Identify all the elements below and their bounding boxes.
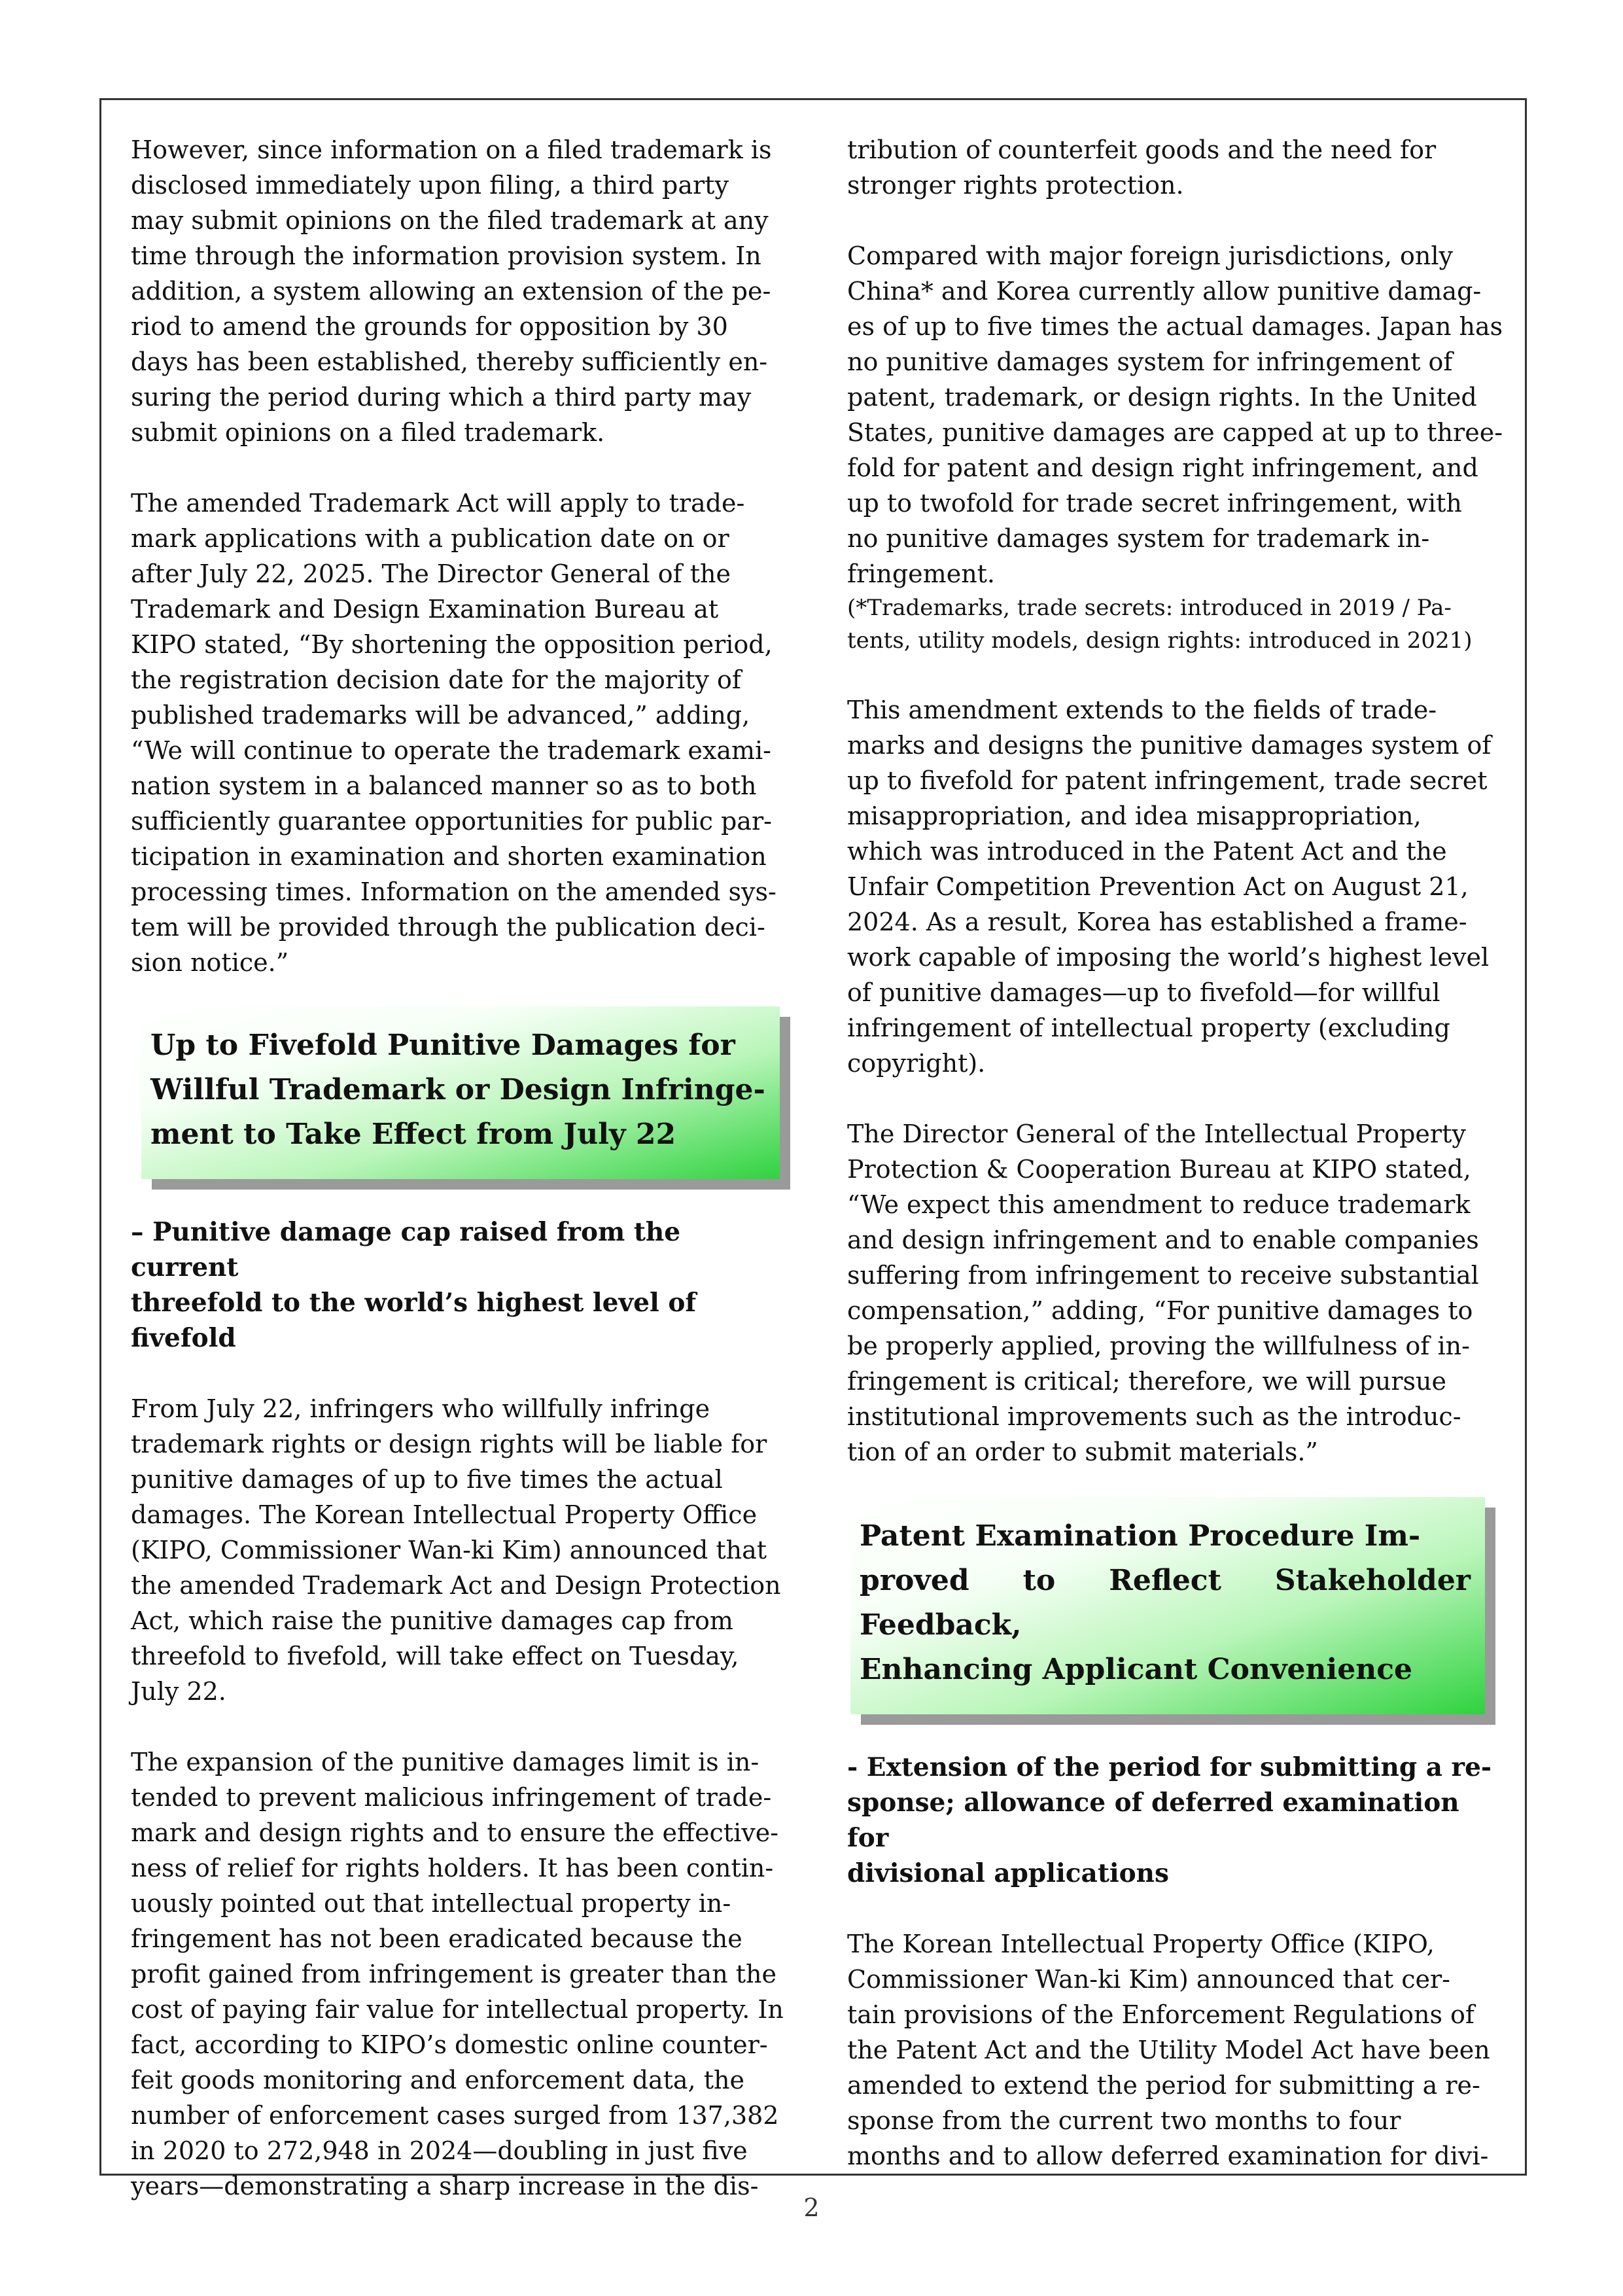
body-paragraph: This amendment extends to the fields of trade- marks and designs the punitive damages system of up to fivefold for patent infringement, trade secret misappropriation, and idea misappropriation, which was introduced in the Patent Act and the Unfair Competition Prevention Act on August 21, 2024. As a result, Korea has established a frame- work capable of imposing the world’s highest level of punitive damages—up to fivefold—for willful infringement of intellectual property (excluding copyright). xyxy=(847,696,1492,1078)
page-number: 2 xyxy=(803,2193,820,2222)
section-heading-box xyxy=(850,1497,1485,1714)
section-title: Up to Fivefold Punitive Damages for Willful Trademark or Design Infringe- ment to Take Effect from July 22 xyxy=(150,1029,765,1151)
body-paragraph: The Korean Intellectual Property Office (KIPO, Commissioner Wan-ki Kim) announced that cer- tain provisions of the Enforcement Regulations of the Patent Act and the Utility Model Act have been amended to extend the period for submitting a re- sponse from the current two months to four months and to allow deferred examination for divi- xyxy=(847,1930,1490,2170)
body-paragraph: From July 22, infringers who willfully infringe trademark rights or design rights will be liable for punitive damages of up to five times the actual damages. The Korean Intellectual Property Office (KIPO, Commissioner Wan-ki Kim) announced that the amended Trademark Act and Design Protection Act, which raise the punitive damages cap from threefold to fivefold, will take effect on Tuesday, July 22. xyxy=(131,1394,781,1706)
section-subtitle: - Extension of the period for submitting a re- sponse; allowance of deferred examination for divisional applications xyxy=(847,1752,1492,1888)
body-paragraph: The expansion of the punitive damages limit is in- tended to prevent malicious infringement of trade- mark and design rights and to ensure the effective- ness of relief for rights holders. It has been contin- uously pointed out that intellectual property in- fringement has not been eradicated because the profit gained from infringement is greater than the cost of paying fair value for intellectual property. In fact, according to KIPO’s domestic online counter- feit goods monitoring and enforcement data, the number of enforcement cases surged from 137,382 in 2020 to 272,948 in 2024—doubling in just five years—demonstrating a sharp increase in the dis- xyxy=(131,1748,784,2200)
body-paragraph: The Director General of the Intellectual Property Protection & Cooperation Bureau at KIPO stated, “We expect this amendment to reduce trademark and design infringement and to enable companies suffering from infringement to receive substantial compensation,” adding, “For punitive damages to be properly applied, proving the willfulness of in- fringement is critical; therefore, we will pursue institutional improvements such as the introduc- tion of an order to submit materials.” xyxy=(847,1120,1479,1466)
left-column xyxy=(131,132,792,2204)
body-paragraph: However, since information on a filed trademark is disclosed immediately upon filing, a third party may submit opinions on the filed trademark at any time through the information provision system. In addition, a system allowing an extension of the pe- riod to amend the grounds for opposition by 30 days has been established, thereby sufficiently en- suring the period during which a third party may submit opinions on a filed trademark. xyxy=(131,135,772,447)
body-paragraph: tribution of counterfeit goods and the need for stronger rights protection. xyxy=(847,135,1437,200)
section-heading-box xyxy=(141,1006,780,1179)
section-subtitle: – Punitive damage cap raised from the current threefold to the world’s highest level of fivefold xyxy=(131,1217,697,1353)
section-title: Patent Examination Procedure Im- proved to Reflect Stakeholder Feedback, Enhancing Applicant Convenience xyxy=(860,1519,1471,1686)
body-paragraph: Compared with major foreign jurisdictions, only China* and Korea currently allow punitive damag- es of up to five times the actual damages. Japan has no punitive damages system for infringement of patent, trademark, or design rights. In the United States, punitive damages are capped at up to three- fold for patent and design right infringement, and up to twofold for trade secret infringement, with no punitive damages system for trademark in- fringement. xyxy=(847,241,1503,588)
right-column xyxy=(847,132,1508,2174)
body-paragraph: The amended Trademark Act will apply to trade- mark applications with a publication date on or after July 22, 2025. The Director General of the Trademark and Design Examination Bureau at KIPO stated, “By shortening the opposition period, the registration decision date for the majority of published trademarks will be advanced,” adding, “We will continue to operate the trademark exami- nation system in a balanced manner so as to both sufficiently guarantee opportunities for public par- ticipation in examination and shorten examination processing times. Information on the amended sys- tem will be provided through the publication deci- sion notice.” xyxy=(131,489,777,977)
footnote: (*Trademarks, trade secrets: introduced in 2019 / Pa- tents, utility models, design rights: introduced in 2021) xyxy=(847,595,1473,654)
